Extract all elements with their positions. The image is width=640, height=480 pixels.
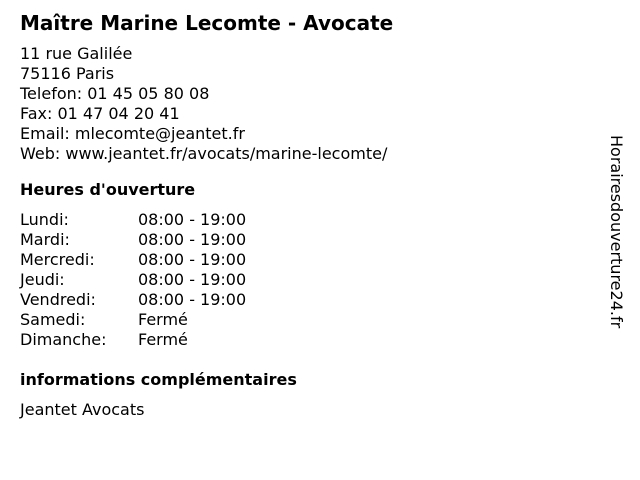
time-value: 08:00 - 19:00 [138,230,247,249]
time-value: 08:00 - 19:00 [138,210,247,229]
day-label: Vendredi: [20,290,96,309]
time-value: 08:00 - 19:00 [138,250,247,269]
hours-row-wednesday [20,250,580,270]
website-address: Web: www.jeantet.fr/avocats/marine-lecomte/ [20,144,388,163]
day-label: Jeudi: [20,270,65,289]
opening-hours-table [20,210,580,350]
day-label: Samedi: [20,310,86,329]
hours-row-sunday [20,330,580,350]
hours-row-thursday [20,270,580,290]
hours-row-tuesday [20,230,580,250]
day-label: Dimanche: [20,330,107,349]
time-value: Fermé [138,310,188,329]
business-card [20,10,580,420]
time-value: Fermé [138,330,188,349]
additional-info-text: Jeantet Avocats [20,400,145,419]
page-title: Maître Marine Lecomte - Avocate [20,11,394,35]
day-label: Mardi: [20,230,70,249]
additional-info-heading: informations complémentaires [20,370,297,389]
hours-row-saturday [20,310,580,330]
watermark-text: Horairesdouverture24.fr [607,135,626,329]
email-address: Email: mlecomte@jeantet.fr [20,124,245,143]
fax-number: Fax: 01 47 04 20 41 [20,104,180,123]
hours-row-friday [20,290,580,310]
contact-block [20,44,580,164]
city-address: 75116 Paris [20,64,115,83]
hours-heading: Heures d'ouverture [20,180,196,199]
street-address: 11 rue Galilée [20,44,133,63]
hours-row-monday [20,210,580,230]
day-label: Mercredi: [20,250,95,269]
phone-number: Telefon: 01 45 05 80 08 [20,84,210,103]
day-label: Lundi: [20,210,69,229]
time-value: 08:00 - 19:00 [138,270,247,289]
time-value: 08:00 - 19:00 [138,290,247,309]
